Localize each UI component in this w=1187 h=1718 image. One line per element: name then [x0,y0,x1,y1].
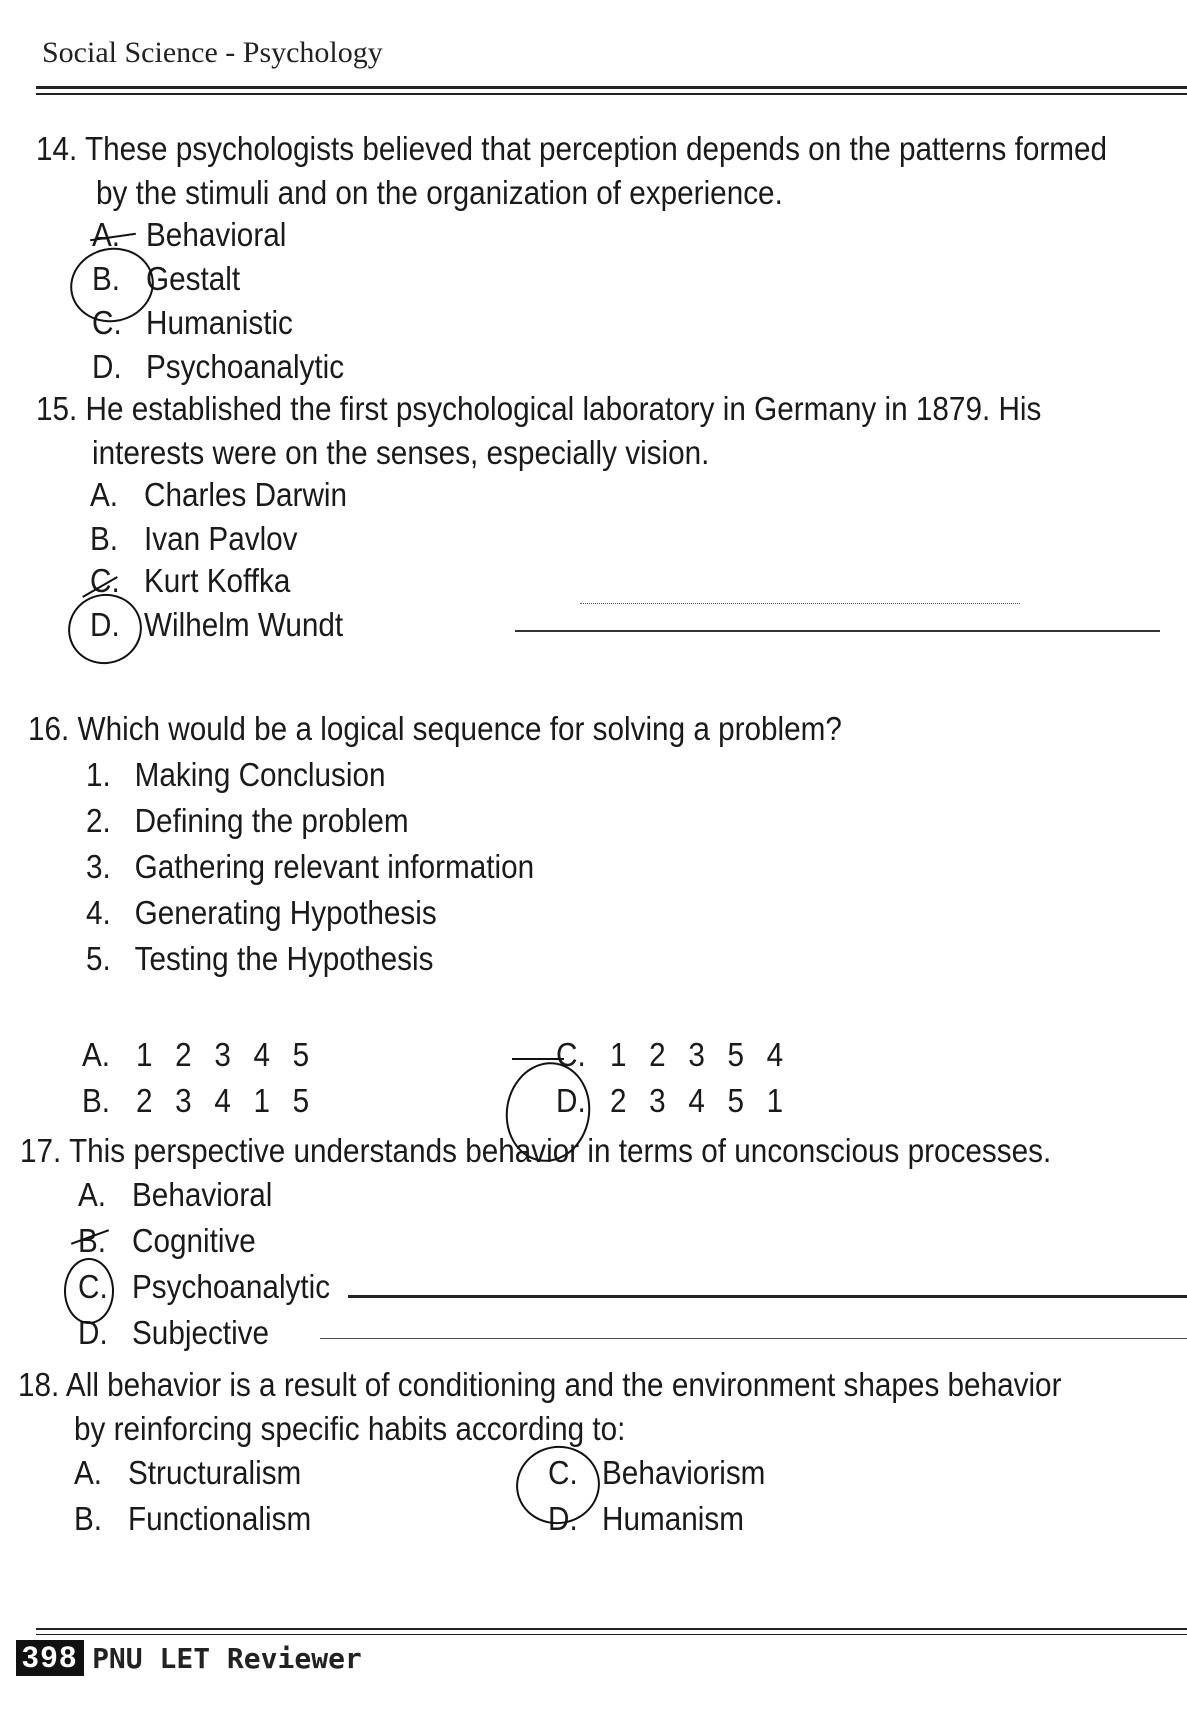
question-stem-line: This perspective understands behavior in terms of unconscious processes. [69,1132,1052,1169]
step-number: 2. [86,802,111,839]
option-letter: B. [92,260,121,297]
step-number: 4. [86,894,111,931]
option-text: Behaviorism [602,1454,766,1491]
question-14 [36,126,1107,172]
option-letter: A. [92,216,121,253]
page-number: 398 [16,1640,84,1676]
header-rule-thin [36,93,1187,95]
option-letter: D. [78,1314,108,1351]
step-text: Defining the problem [134,802,409,839]
option-16-b [82,1078,316,1124]
option-17-a [78,1172,272,1218]
question-17 [20,1128,1051,1174]
question-number: 15. [36,390,78,427]
question-stem-line: All behavior is a result of conditioning and the environment shapes behavior [65,1366,1062,1403]
pen-strike-mark [512,1058,564,1060]
option-text: Subjective [132,1314,270,1351]
option-18-a [74,1450,301,1496]
option-text: Cognitive [132,1222,256,1259]
option-17-b [78,1218,256,1264]
question-stem-line: He established the first psychological laboratory in Germany in 1879. His [85,390,1042,427]
option-letter: B. [90,520,119,557]
question-stem-line: by reinforcing specific habits according to: [74,1410,626,1447]
option-letter: D. [556,1082,586,1119]
option-14-d [92,344,344,390]
option-text: Behavioral [146,216,287,253]
question-number: 16. [28,710,70,747]
question-stem-line: Which would be a logical sequence for solving a problem? [77,710,842,747]
question-stem-line: interests were on the senses, especially vision. [92,434,710,471]
margin-line [515,630,1160,632]
option-text: 1 2 3 4 5 [136,1036,317,1073]
step-text: Gathering relevant information [134,848,535,885]
question-stem-line: by the stimuli and on the organization of experience. [96,174,783,211]
book-title: PNU LET Reviewer [92,1641,362,1675]
step-2 [86,798,409,844]
step-5 [86,936,433,982]
question-stem-line: These psychologists believed that perception depends on the patterns formed [85,130,1108,167]
option-text: Psychoanalytic [132,1268,331,1305]
question-number: 17. [20,1132,62,1169]
option-16-d [556,1078,790,1124]
option-15-a [90,472,347,518]
option-text: Kurt Koffka [144,562,291,599]
option-letter: D. [92,348,122,385]
option-text: Humanism [602,1500,744,1537]
step-number: 1. [86,756,111,793]
margin-line [320,1338,1187,1339]
question-number: 14. [36,130,78,167]
option-17-c [78,1264,330,1310]
option-letter: B. [74,1500,103,1537]
margin-line [580,603,1020,604]
option-letter: B. [82,1082,111,1119]
step-number: 5. [86,940,111,977]
option-text: Wilhelm Wundt [144,606,344,643]
option-letter: C. [556,1036,586,1073]
option-letter: A. [74,1454,103,1491]
answer-circle-mark [64,1258,114,1324]
option-text: 1 2 3 5 4 [610,1036,791,1073]
question-number: 18. [18,1366,60,1403]
option-letter: C. [548,1454,578,1491]
option-text: Functionalism [128,1500,312,1537]
option-18-b [74,1496,311,1542]
question-18 [18,1362,1061,1408]
step-text: Making Conclusion [134,756,386,793]
option-text: Structuralism [128,1454,302,1491]
option-text: Gestalt [146,260,241,297]
option-letter: A. [82,1036,111,1073]
option-letter: D. [548,1500,578,1537]
option-letter: C. [92,304,122,341]
option-text: 2 3 4 5 1 [610,1082,791,1119]
step-number: 3. [86,848,111,885]
option-letter: B. [78,1222,107,1259]
margin-line [348,1295,1187,1298]
step-3 [86,844,534,890]
option-letter: A. [90,476,119,513]
page-footer [16,1640,362,1676]
footer-rule-thin [36,1634,1187,1635]
option-text: Charles Darwin [144,476,348,513]
option-text: Humanistic [146,304,293,341]
option-text: Behavioral [132,1176,273,1213]
step-4 [86,890,437,936]
option-16-c [556,1032,790,1078]
option-16-a [82,1032,316,1078]
option-letter: C. [90,562,120,599]
option-letter: D. [90,606,120,643]
footer-rule [36,1628,1187,1630]
step-text: Testing the Hypothesis [134,940,434,977]
option-17-d [78,1310,269,1356]
option-letter: A. [78,1176,107,1213]
option-letter: C. [78,1268,108,1305]
question-15 [36,386,1041,432]
header-rule [36,86,1187,89]
option-text: Psychoanalytic [146,348,345,385]
option-text: Ivan Pavlov [144,520,298,557]
question-16 [28,706,842,752]
step-1 [86,752,386,798]
step-text: Generating Hypothesis [134,894,437,931]
page-header-title: Social Science - Psychology [42,36,383,69]
option-text: 2 3 4 1 5 [136,1082,317,1119]
option-15-b [90,516,298,562]
